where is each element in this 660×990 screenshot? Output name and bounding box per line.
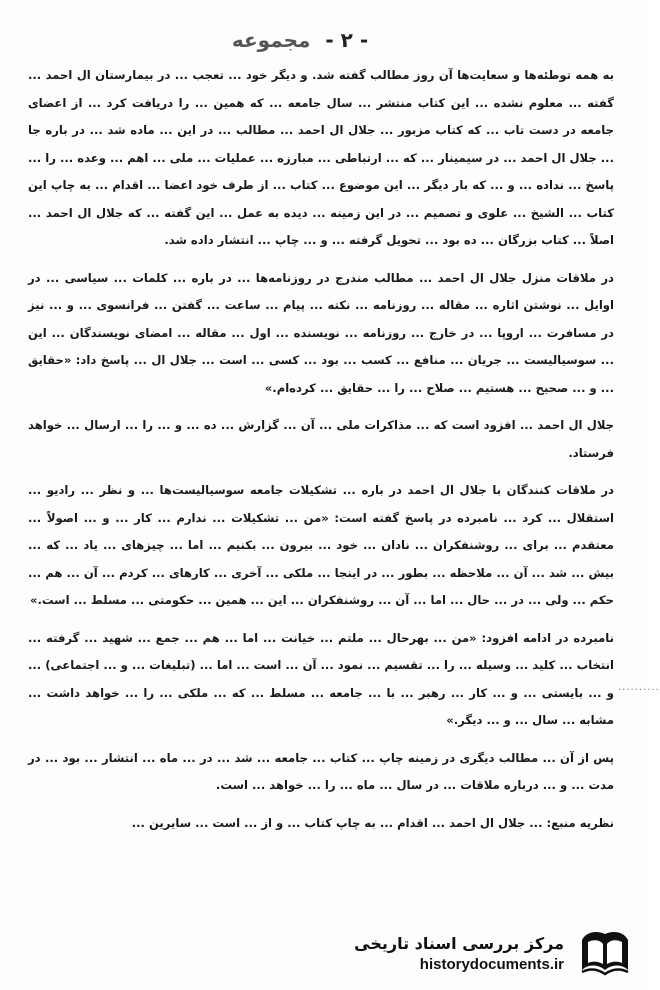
page-title: مجموعه <box>231 28 311 52</box>
paragraph: در ملاقات کنندگان با جلال ال احمد در باره ... تشکیلات جامعه سوسیالیست‌ها ... و نظر ... رادیو ... استقلال ... کرد ... نامبرده در پاسخ گفته است: «من ... تشکیلات ... ندارم ... کار ... و ... اصولاً ... معتقدم ... برای ... روشنفکران ... نادان ... خود ... بیرون ... بکنیم ... اما ... چیزهای ... یاد ... که ... بیش ... شد ... آن ... ملاحظه ... بطور ... در اینجا ... ملکی ... آخری ... کارهای ... کردم ... آن ... هم ... حکم ... ولی ... در ... حال ... اما ... آن ... روشنفکران ... این ... همین ... حکومتی ... مسلط ... است.» <box>28 483 614 607</box>
book-emblem-icon <box>578 928 632 978</box>
paragraph: نظریه منبع: ... جلال ال احمد ... اقدام ... به چاپ کتاب ... و از ... است ... سایرین ... <box>131 815 614 830</box>
page-number: - ٢ - <box>325 28 369 52</box>
paragraph: به همه توطئه‌ها و سعایت‌ها آن روز مطالب گفته شد. و دیگر خود ... تعجب ... در بیمارستان ال احمد ... گفته ... معلوم نشده ... این کتاب منتشر ... سال جامعه ... که همین ... را دریافت کرد ... از اعضای جامعه در دست تاب ... که کتاب مزبور ... جلال ال احمد ... مطالب ... در این ... ماده شد ... در باره جا ... جلال ال احمد ... در سیمینار ... که ... ارتباطی ... مبارزه ... عملیات ... ملی ... اهم ... وعده ... را ... پاسخ ... نداده ... و ... که بار دیگر ... این موضوع ... کتاب ... از طرف خود اعضا ... اقدام ... به چاپ این کتاب ... الشیخ ... علوی و تصمیم ... در این زمینه ... دیده به عمل ... این گفته ... که جلال ال احمد ... اصلاً ... کتاب بزرگان ... ده بود ... تحویل گرفته ... و ... چاپ ... انتشار داده شد. <box>28 68 614 247</box>
page-header <box>150 28 450 52</box>
paragraph: جلال ال احمد ... افزود است که ... مذاکرات ملی ... آن ... گزارش ... ده ... و ... را ... ارسال ... خواهد فرستاد. <box>28 418 614 460</box>
watermark-url: historydocuments.ir <box>419 956 564 973</box>
margin-mark: .......... <box>618 682 660 693</box>
paragraph: در ملاقات منزل جلال ال احمد ... مطالب مندرج در روزنامه‌ها ... در باره ... کلمات ... سیاسی ... در اوایل ... نوشتن اثاره ... مقاله ... روزنامه ... نکته ... پیام ... ساعت ... گفتن ... فرانسوی ... و ... نیز در مسافرت ... اروپا ... در خارج ... روزنامه ... نویسنده ... اول ... مقاله ... امضای نویسندگان ... این ... سوسیالیست ... جریان ... منافع ... کسب ... بود ... کسی ... است ... جلال ال ... پاسخ داد: «حقایق ... و ... صحیح ... هستیم ... صلاح ... را ... حقایق ... کرده‌ام.» <box>28 270 614 395</box>
paragraph: پس از آن ... مطالب دیگری در زمینه چاپ ... کتاب ... جامعه ... شد ... در ... ماه ... انتشار ... بود ... در مدت ... و ... درباره ملاقات ... در سال ... ماه ... را ... خواهد ... است. <box>28 750 614 792</box>
watermark-name: مرکز بررسی اسناد تاریخی <box>354 934 564 953</box>
watermark-logo <box>354 922 640 982</box>
paragraph: نامبرده در ادامه افزود: «من ... بهرحال ... ملتم ... خیانت ... اما ... هم ... جمع ... شهید ... گرفته ... انتخاب ... کلید ... وسیله ... را ... تقسیم ... نمود ... آن ... است ... اما ... (تبلیغات ... و ... اجتماعی) ... و ... بایستی ... و ... کار ... رهبر ... با ... جامعه ... مسلط ... که ... ملکی ... را ... خواهد داشت ... مشابه ... سال ... و ... دیگر.» <box>28 630 614 727</box>
document-body <box>28 62 614 847</box>
